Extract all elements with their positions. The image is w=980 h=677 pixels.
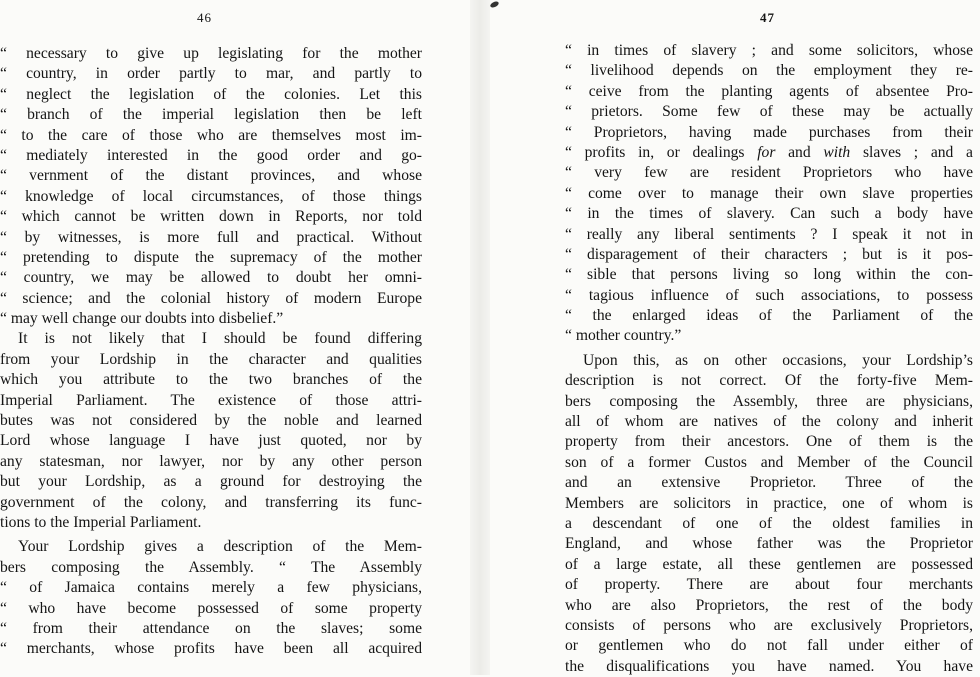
- text-line: “ mediately interested in the good order and go-: [0, 146, 422, 164]
- text-line: “ come over to manage their own slave properties: [565, 184, 973, 202]
- text-line: “ very few are resident Proprietors who have: [565, 164, 973, 182]
- text-line: “ vernment of the distant provinces, and whose: [0, 167, 422, 185]
- text-line: Lord whose language I have just quoted, nor by: [0, 432, 422, 450]
- text-line: bers composing the Assembly. “ The Assembly: [0, 558, 422, 576]
- right-page-text: [565, 41, 973, 677]
- text-line: son of a former Custos and Member of the Council: [565, 453, 973, 471]
- text-line: Your Lordship gives a description of the Mem-: [18, 538, 422, 556]
- text-line: a descendant of one of the oldest families in: [565, 514, 973, 532]
- text-line: “ merchants, whose profits have been all acquired: [0, 640, 422, 658]
- text-line: “ from their attendance on the slaves; some: [0, 619, 422, 637]
- text-line: all of whom are natives of the colony and inherit: [565, 413, 973, 431]
- text-line: government of the colony, and transferring its func-: [0, 493, 422, 511]
- text-line: “ to the care of those who are themselves most im-: [0, 126, 422, 144]
- text-line: property from their ancestors. One of them is the: [565, 433, 973, 451]
- text-line: of a large estate, all these gentlemen are possessed: [565, 555, 973, 573]
- text-line: tions to the Imperial Parliament.: [0, 513, 202, 531]
- text-line: butes was not considered by the noble and learned: [0, 412, 422, 430]
- text-line: England, and whose father was the Proprietor: [565, 535, 973, 553]
- text-line: “ the enlarged ideas of the Parliament of the: [565, 307, 973, 325]
- text-line: description is not correct. Of the forty-five Mem-: [565, 372, 973, 390]
- text-line: bers composing the Assembly, three are physicians,: [565, 392, 973, 410]
- page-number-left: 46: [197, 10, 212, 25]
- text-line: who are also Proprietors, the rest of the body: [565, 596, 973, 614]
- text-line: consists of persons who are exclusively Proprietors,: [565, 616, 973, 634]
- text-line: “ sible that persons living so long within the con-: [565, 266, 973, 284]
- text-line: the disqualifications you have named. You have: [565, 657, 973, 675]
- text-line: which you attribute to the two branches of the: [0, 371, 422, 389]
- text-line: “ branch of the imperial legislation then be left: [0, 106, 422, 124]
- text-line: but your Lordship, as a ground for destroying the: [0, 473, 422, 491]
- text-line: “ by witnesses, is more full and practical. Without: [0, 228, 422, 246]
- text-line: “ mother country.”: [565, 327, 682, 345]
- text-line: Imperial Parliament. The existence of those attri-: [0, 391, 422, 409]
- text-line: any statesman, nor lawyer, nor by any other person: [0, 452, 422, 470]
- text-line: “ disparagement of their characters ; but is it pos-: [565, 245, 973, 263]
- text-line: “ of Jamaica contains merely a few physicians,: [0, 579, 422, 597]
- text-line: “ country, we may be allowed to doubt her omni-: [0, 269, 422, 287]
- text-line: “ knowledge of local circumstances, of those things: [0, 187, 422, 205]
- text-line: “ really any liberal sentiments ? I speak it not in: [565, 225, 973, 243]
- text-line: “ profits in, or dealings for and with slaves ; and a: [565, 143, 973, 161]
- text-line: “ pretending to dispute the supremacy of the mother: [0, 248, 422, 266]
- text-line: “ who have become possessed of some property: [0, 599, 422, 617]
- left-page: [0, 0, 470, 675]
- book-gutter: [470, 0, 490, 675]
- text-line: or gentlemen who do not fall under either of: [565, 637, 973, 655]
- text-line: It is not likely that I should be found differing: [18, 330, 422, 348]
- text-line: “ in times of slavery ; and some solicitors, whose: [565, 42, 973, 59]
- text-line: from your Lordship in the character and qualities: [0, 350, 422, 368]
- text-line: “ prietors. Some few of these may be actually: [565, 103, 973, 121]
- text-line: “ which cannot be written down in Reports, nor told: [0, 208, 422, 226]
- text-line: “ neglect the legislation of the colonies. Let this: [0, 85, 422, 103]
- text-line: “ livelihood depends on the employment they re-: [565, 62, 973, 80]
- text-line: and an extensive Proprietor. Three of the: [565, 474, 973, 492]
- left-page-text: [0, 44, 422, 660]
- text-line: Upon this, as on other occasions, your Lordship’s: [583, 351, 973, 369]
- text-line: “ in the times of slavery. Can such a body have: [565, 205, 973, 223]
- text-line: “ science; and the colonial history of modern Europe: [0, 289, 422, 307]
- page-number-right: 47: [760, 10, 775, 25]
- text-line: Members are solicitors in practice, one of whom is: [565, 494, 973, 512]
- text-line: “ may well change our doubts into disbelief.”: [0, 310, 284, 328]
- text-line: “ ceive from the planting agents of absentee Pro-: [565, 82, 973, 100]
- text-line: of property. There are about four merchants: [565, 576, 973, 594]
- text-line: “ tagious influence of such associations, to possess: [565, 286, 973, 304]
- text-line: “ Proprietors, having made purchases from their: [565, 123, 973, 141]
- text-line: “ country, in order partly to mar, and partly to: [0, 65, 422, 83]
- text-line: “ necessary to give up legislating for the mother: [0, 45, 422, 62]
- right-page: [490, 0, 980, 675]
